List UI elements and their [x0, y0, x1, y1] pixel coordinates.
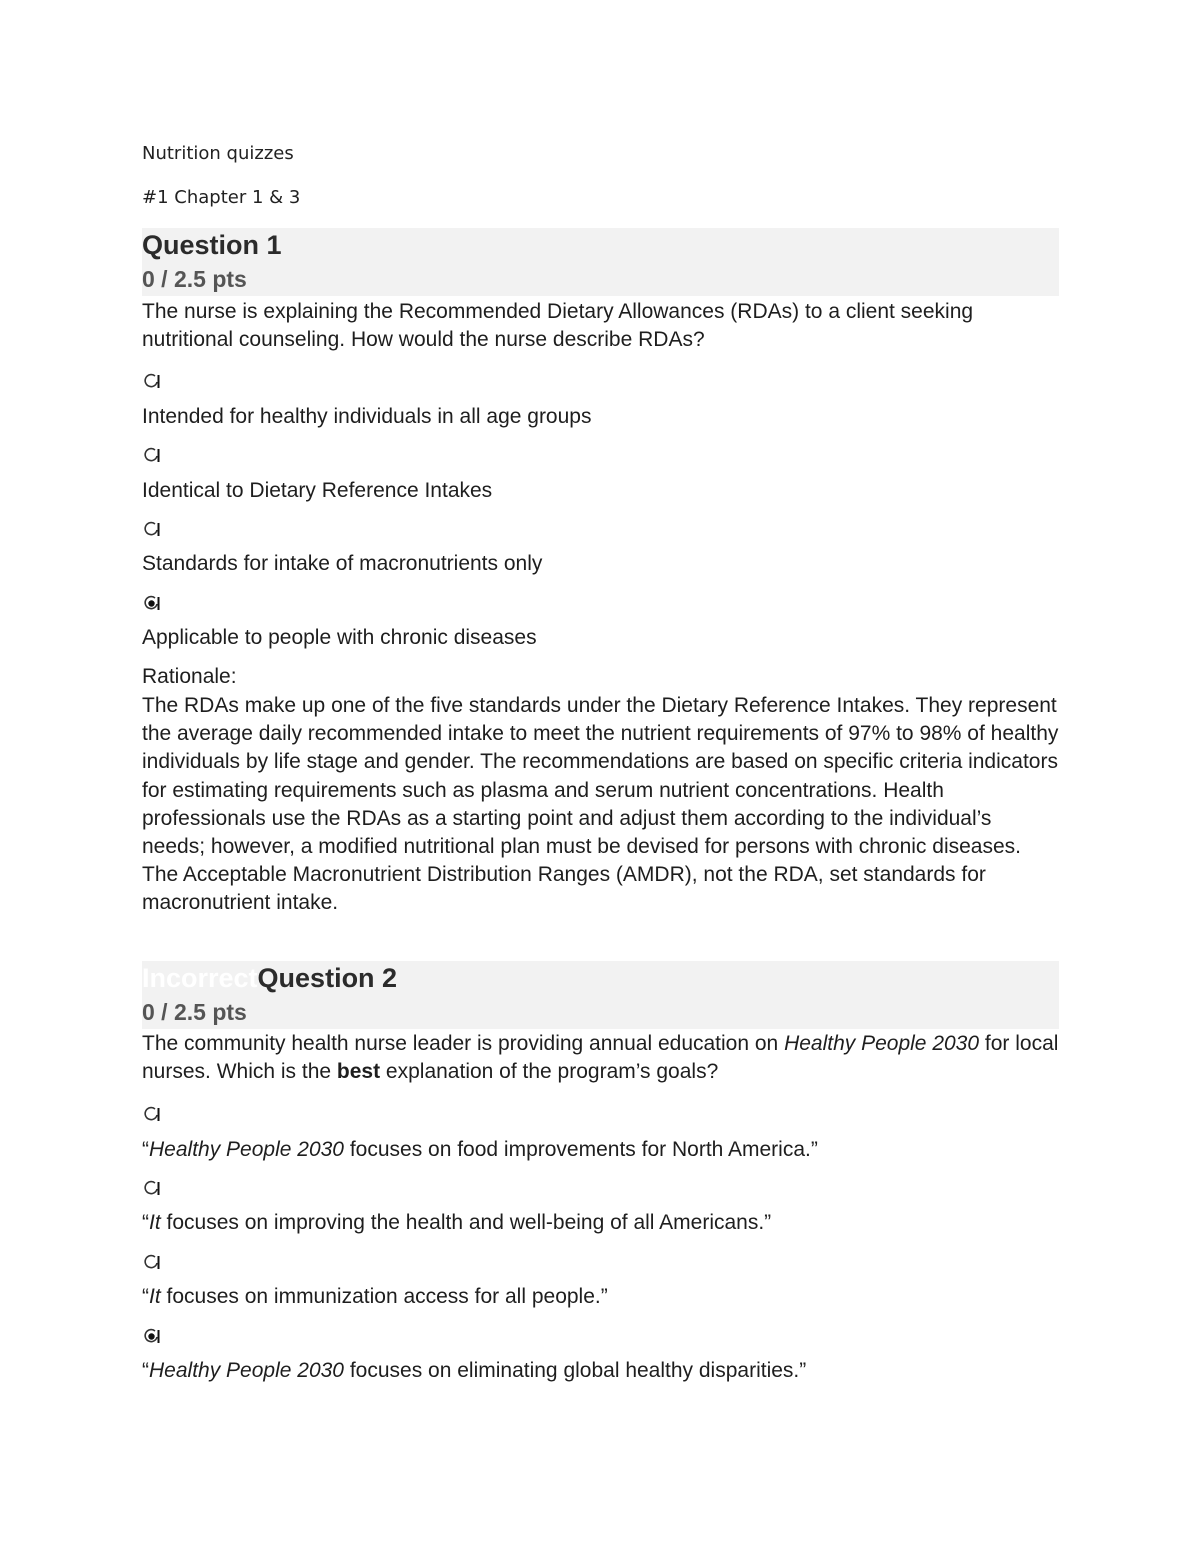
radio-unselected-icon[interactable]	[144, 447, 160, 463]
question-1-points: 0 / 2.5 pts	[142, 266, 247, 292]
question-2-header	[142, 961, 1059, 1029]
question-1-prompt: The nurse is explaining the Recommended Dietary Allowances (RDAs) to a client seeking nutritional counseling. How would the nurse describe RDAs?	[142, 300, 974, 351]
rationale-label: Rationale:	[142, 665, 237, 688]
quote-mark: “	[142, 1359, 149, 1382]
radio-unselected-icon[interactable]	[144, 521, 160, 537]
quote-mark: “	[142, 1211, 149, 1234]
question-1-answer-1: Intended for healthy individuals in all age groups	[142, 405, 592, 428]
question-1-answer-4: Applicable to people with chronic diseases	[142, 626, 537, 649]
radio-unselected-icon[interactable]	[144, 1106, 160, 1122]
answer-italic-text: It	[149, 1285, 161, 1308]
question-1-header	[142, 228, 1059, 296]
prompt-text: explanation of the program’s goals?	[380, 1060, 719, 1083]
answer-text: focuses on improving the health and well-being of all Americans.”	[160, 1211, 772, 1234]
answer-text: focuses on immunization access for all people.”	[160, 1285, 608, 1308]
answer-italic-text: Healthy People 2030	[149, 1138, 344, 1161]
question-2-answer-4	[142, 1357, 806, 1385]
document-title: Nutrition quizzes	[142, 143, 294, 164]
question-2-answer-2	[142, 1209, 771, 1237]
answer-text: focuses on food improvements for North America.”	[343, 1138, 818, 1161]
question-1-answer-2: Identical to Dietary Reference Intakes	[142, 479, 493, 502]
question-2-status: Incorrect	[142, 963, 258, 993]
radio-unselected-icon[interactable]	[144, 1180, 160, 1196]
radio-selected-icon[interactable]	[144, 595, 160, 611]
answer-text: focuses on eliminating global healthy disparities.”	[343, 1359, 807, 1382]
question-2-prompt	[142, 1030, 1059, 1086]
question-2-answer-3	[142, 1283, 608, 1311]
document-subtitle: #1 Chapter 1 & 3	[142, 187, 301, 208]
question-1-answer-3: Standards for intake of macronutrients only	[142, 552, 543, 575]
quote-mark: “	[142, 1138, 149, 1161]
radio-unselected-icon[interactable]	[144, 1254, 160, 1270]
answer-italic-text: It	[149, 1211, 161, 1234]
prompt-text: The community health nurse leader is providing annual education on	[142, 1032, 785, 1055]
radio-selected-icon[interactable]	[144, 1328, 160, 1344]
rationale-text: The RDAs make up one of the five standards under the Dietary Reference Intakes. They represent the average daily recommended intake to meet the nutrient requirements of 97% to 98% of healthy individuals by life stage and gender. The recommendations are based on specific criteria indicators for estimating requirements such as plasma and serum nutrient concentrations. Health professionals use the RDAs as a starting point and adjust them according to the individual’s needs; however, a modified nutritional plan must be devised for persons with chronic diseases. The Acceptable Macronutrient Distribution Ranges (AMDR), not the RDA, set standards for macronutrient intake.	[142, 694, 1059, 915]
question-2-points: 0 / 2.5 pts	[142, 999, 247, 1025]
quote-mark: “	[142, 1285, 149, 1308]
prompt-text: for local nurses. Which is the	[142, 1032, 1059, 1083]
answer-italic-text: Healthy People 2030	[149, 1359, 344, 1382]
question-1-title: Question 1	[142, 230, 282, 260]
question-2-title	[142, 961, 397, 995]
prompt-italic-text: Healthy People 2030	[784, 1032, 980, 1055]
question-2-title-text: Question 2	[257, 963, 398, 993]
question-2-answer-1	[142, 1136, 818, 1164]
prompt-bold-text: best	[336, 1060, 381, 1083]
radio-unselected-icon[interactable]	[144, 373, 160, 389]
